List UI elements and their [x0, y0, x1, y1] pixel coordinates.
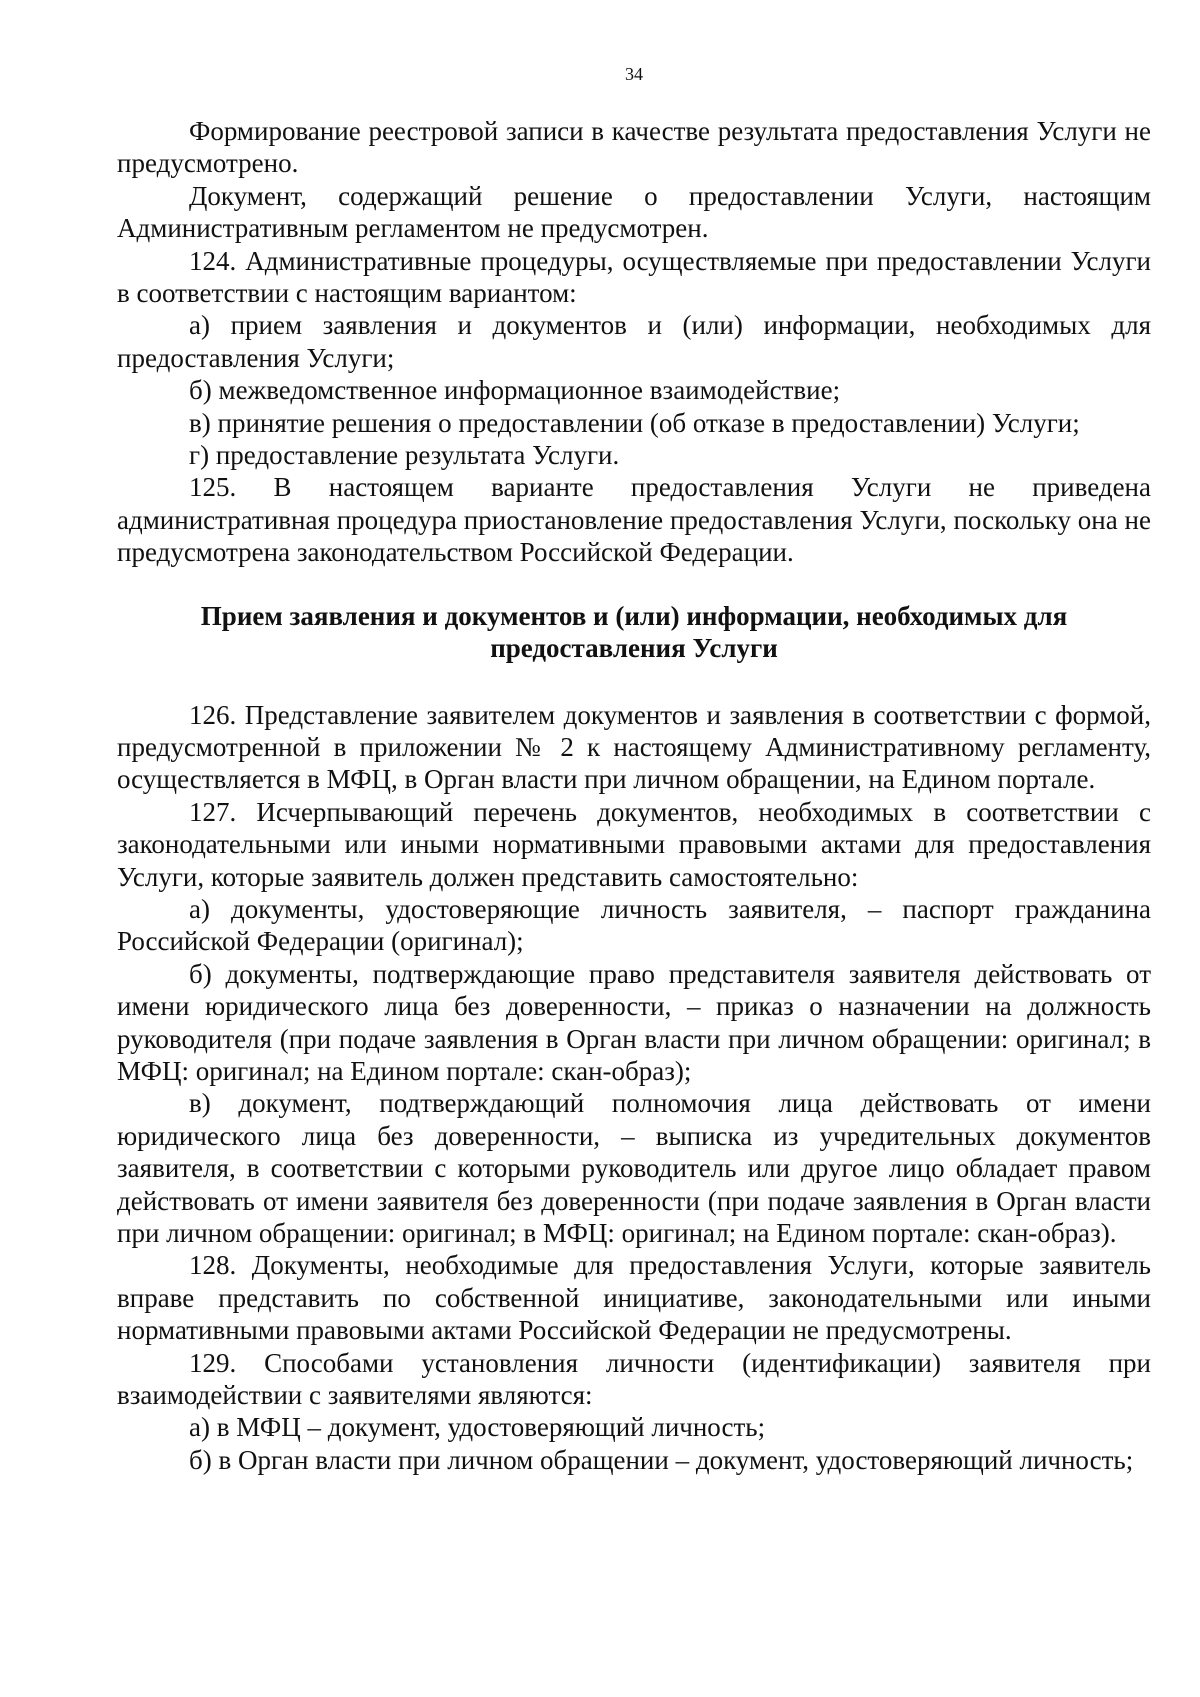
paragraph-127: 127. Исчерпывающий перечень документов, необходимых в соответствии с законодательными или иными нормативными правовыми актами для предоставления Услуги, которые заявитель должен представить самостоятельно:	[117, 796, 1151, 892]
list-item-127-a: а) документы, удостоверяющие личность заявителя, – паспорт гражданина Российской Федерации (оригинал);	[117, 893, 1151, 957]
list-item-127-c: в) документ, подтверждающий полномочия лица действовать от имени юридического лица без доверенности, – выписка из учредительных документов заявителя, в соответствии с которыми руководитель или другое лицо обладает правом действовать от имени заявителя без доверенности (при подаче заявления в Орган власти при личном обращении: оригинал; в МФЦ: оригинал; на Едином портале: скан-образ).	[117, 1088, 1151, 1248]
list-item-124-c: в) принятие решения о предоставлении (об отказе в предоставлении) Услуги;	[189, 407, 1080, 438]
list-item-124-b: б) межведомственное информационное взаимодействие;	[189, 375, 841, 406]
paragraph-125: 125. В настоящем варианте предоставления Услуги не приведена административная процедура приостановление предоставления Услуги, поскольку она не предусмотрена законодательством Российской Федерации.	[117, 472, 1151, 568]
list-item-124-a: а) прием заявления и документов и (или) информации, необходимых для предоставления Услуги;	[117, 310, 1151, 373]
paragraph-124: 124. Административные процедуры, осуществляемые при предоставлении Услуги в соответствии с настоящим вариантом:	[117, 245, 1151, 309]
section-heading-line-1: Прием заявления и документов и (или) информации, необходимых для	[200, 600, 1068, 631]
list-item-124-d: г) предоставление результата Услуги.	[189, 440, 620, 471]
paragraph-128: 128. Документы, необходимые для предоставления Услуги, которые заявитель вправе представить по собственной инициативе, законодательными или иными нормативными правовыми актами Российской Федерации не предусмотрены.	[117, 1250, 1151, 1346]
section-heading-line-2: предоставления Услуги	[490, 633, 778, 664]
paragraph-129: 129. Способами установления личности (идентификации) заявителя при взаимодействии с заявителями являются:	[117, 1347, 1151, 1411]
paragraph-registry-record: Формирование реестровой записи в качестве результата предоставления Услуги не предусмотрено.	[117, 116, 1151, 179]
document-page	[117, 62, 1151, 1476]
list-item-129-a: а) в МФЦ – документ, удостоверяющий личность;	[189, 1412, 766, 1443]
paragraph-decision-document: Документ, содержащий решение о предоставлении Услуги, настоящим Административным регламентом не предусмотрен.	[117, 180, 1151, 244]
list-item-129-b: б) в Орган власти при личном обращении – документ, удостоверяющий личность;	[189, 1444, 1134, 1475]
page-number: 34	[625, 64, 643, 84]
section-heading	[137, 600, 1131, 665]
list-item-127-b: б) документы, подтверждающие право представителя заявителя действовать от имени юридического лица без доверенности, – приказ о назначении на должность руководителя (при подаче заявления в Орган власти при личном обращении: оригинал; в МФЦ: оригинал; на Едином портале: скан-образ);	[117, 958, 1151, 1086]
paragraph-126: 126. Представление заявителем документов и заявления в соответствии с формой, предусмотренной в приложении № 2 к настоящему Административному регламенту, осуществляется в МФЦ, в Орган власти при личном обращении, на Едином портале.	[117, 699, 1151, 795]
